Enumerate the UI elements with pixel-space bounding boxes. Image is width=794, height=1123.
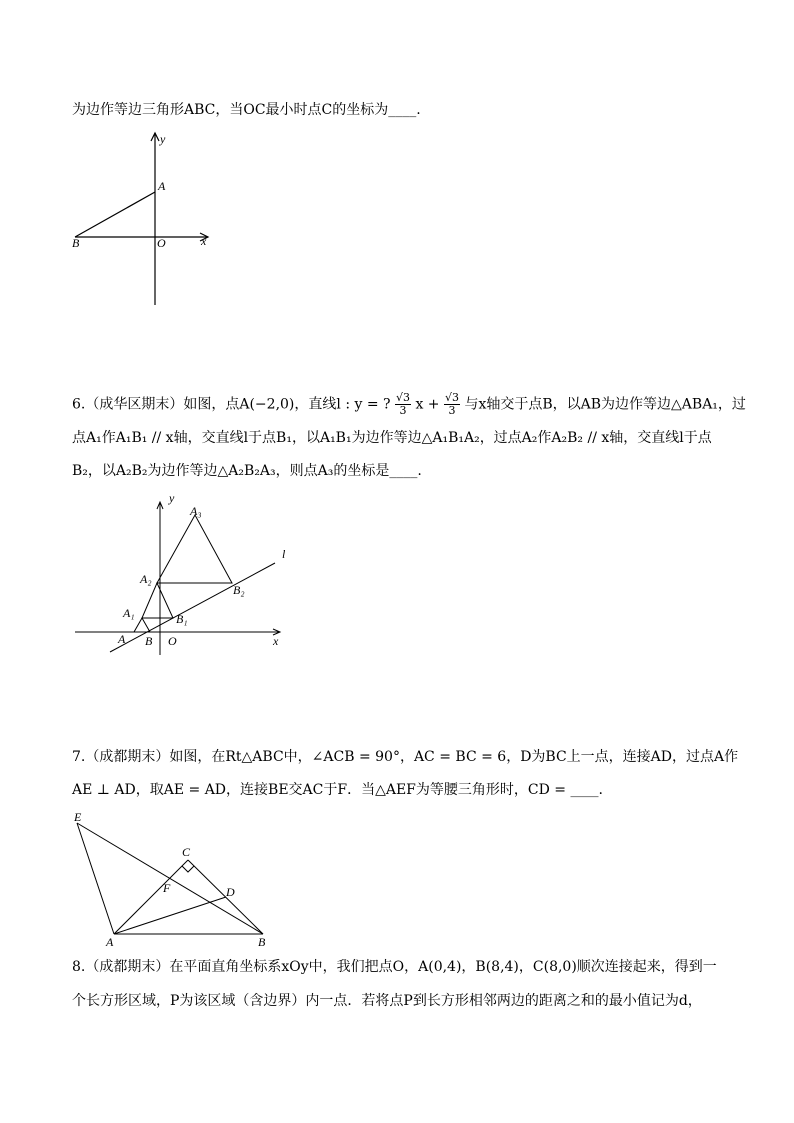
problem5-text: 为边作等边三角形ABC，当OC最小时点C的坐标为____. <box>72 102 421 118</box>
problem7-line2: AE ⊥ AD，取AE = AD，连接BE交AC于F．当△AEF为等腰三角形时，CD = ____. <box>72 782 603 798</box>
fig6-label-o: O <box>168 634 177 648</box>
fig6-label-a3: A₃ <box>190 504 202 518</box>
problem7-line1: 7.（成都期末）如图，在Rt△ABC中，∠ACB = 90°，AC = BC = 6，D为BC上一点，连接AD，过点A作 <box>72 749 739 765</box>
fig7-label-d: D <box>226 885 235 899</box>
fig6-label-y: y <box>169 491 175 505</box>
figure-6 <box>70 490 300 660</box>
fig6-label-x: x <box>273 634 279 648</box>
problem6-line3: B₂，以A₂B₂为边作等边△A₂B₂A₃，则点A₃的坐标是____. <box>72 463 422 479</box>
fig5-label-x: x <box>201 234 207 248</box>
fig6-label-b: B <box>145 634 153 648</box>
fig7-label-a: A <box>106 935 114 949</box>
problem6-line1: 6.（成华区期末）如图，点A(−2,0)，直线l : y = ? $\frac{√3}{3}$ x + $\frac{√3}{3}$ 与x轴交于点B，以AB为边作等边△ABA₁，过 <box>72 391 746 417</box>
fig6-label-b2: B₂ <box>233 583 245 597</box>
fig6-label-l: l <box>282 547 286 561</box>
figure-5 <box>60 125 230 310</box>
fig5-label-y: y <box>160 132 166 146</box>
problem8-line1: 8.（成都期末）在平面直角坐标系xOy中，我们把点O，A(0,4)，B(8,4)，C(8,0)顺次连接起来，得到一 <box>72 959 717 975</box>
fig6-label-a1: A₁ <box>123 606 135 620</box>
figure-7 <box>66 808 286 950</box>
fig6-label-b1: B₁ <box>176 612 188 626</box>
fig7-label-b: B <box>258 935 266 949</box>
fig7-label-c: C <box>182 845 191 859</box>
fig6-label-a2: A₂ <box>140 572 152 586</box>
problem6-line2: 点A₁作A₁B₁ // x轴，交直线l于点B₁，以A₁B₁为边作等边△A₁B₁A₂，过点A₂作A₂B₂ // x轴，交直线l于点 <box>72 430 712 446</box>
fig6-label-a: A <box>118 632 126 646</box>
fig5-label-o: O <box>157 236 166 250</box>
fig7-label-e: E <box>74 810 82 824</box>
fig7-label-f: F <box>163 881 171 895</box>
fig5-label-a: A <box>158 179 166 193</box>
fraction-2: $\frac{√3}{3}$ <box>444 391 459 417</box>
fig5-label-b: B <box>72 236 80 250</box>
fraction-1: $\frac{√3}{3}$ <box>395 391 410 417</box>
problem8-line2: 个长方形区域，P为该区域（含边界）内一点．若将点P到长方形相邻两边的距离之和的最小值记为d， <box>72 993 702 1009</box>
